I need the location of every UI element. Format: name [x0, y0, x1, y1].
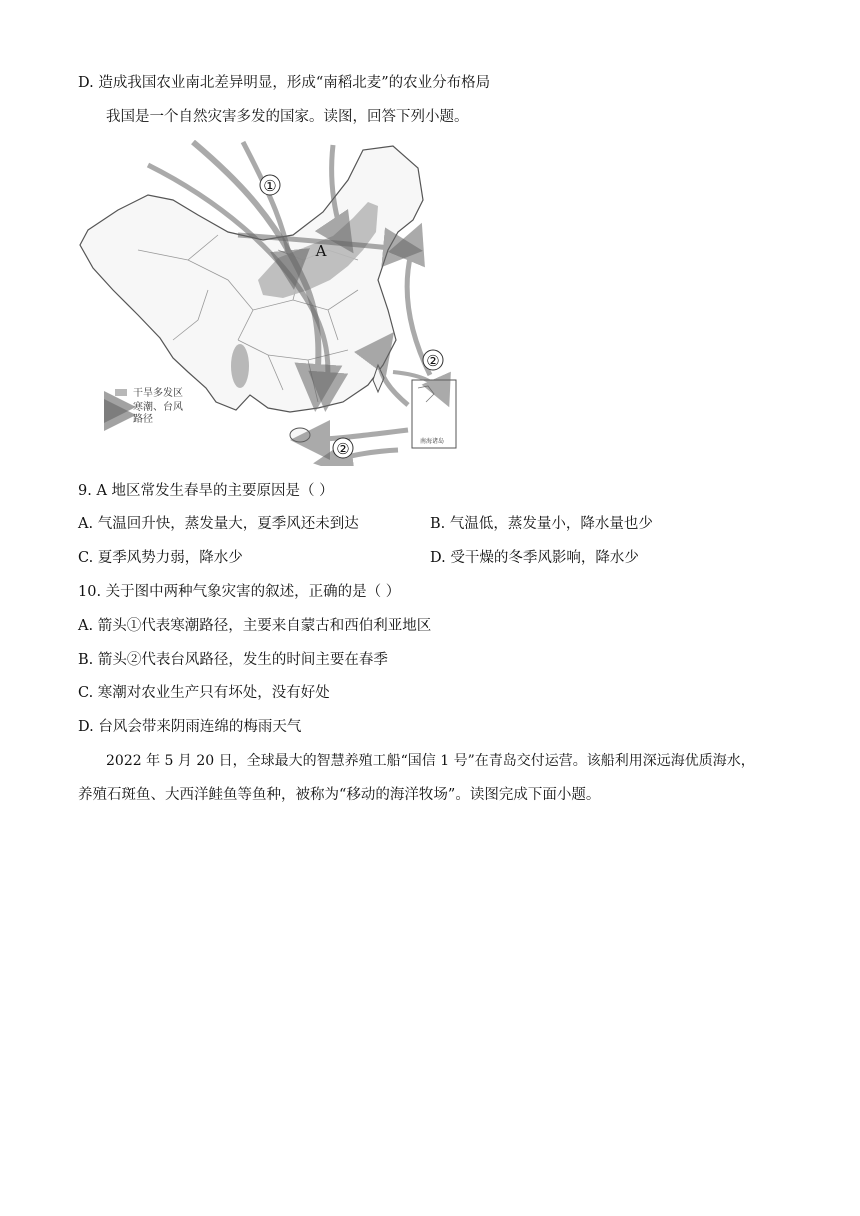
- q9-option-a: A. 气温回升快，蒸发量大，夏季风还未到达: [78, 516, 359, 532]
- typhoon-arrow-3: [300, 430, 408, 440]
- marker-1: ①: [263, 177, 277, 195]
- ship-intro-line-2: 养殖石斑鱼、大西洋鲑鱼等鱼种，被称为“移动的海洋牧场”。读图完成下面小题。: [78, 787, 601, 803]
- q10-stem: 10. 关于图中两种气象灾害的叙述，正确的是（ ）: [78, 584, 401, 600]
- drought-area-southwest: [231, 344, 249, 388]
- q10-option-c: C. 寒潮对农业生产只有坏处，没有好处: [78, 685, 330, 701]
- ship-intro-line-1: 2022 年 5 月 20 日，全球最大的智慧养殖工船“国信 1 号”在青岛交付运营。该船利用深远海优质海水，: [106, 753, 755, 769]
- china-outline: [80, 146, 423, 412]
- q9-stem: 9. A 地区常发生春旱的主要原因是（ ）: [78, 483, 334, 499]
- q9-option-c: C. 夏季风势力弱，降水少: [78, 550, 243, 566]
- marker-2-south: ②: [336, 440, 350, 458]
- legend-route-label-1: 寒潮、台风: [133, 402, 183, 413]
- inset-label: 南海诸岛: [419, 438, 445, 445]
- q9-option-b: B. 气温低，蒸发量小，降水量也少: [430, 516, 653, 532]
- legend-drought-label: 干旱多发区: [133, 388, 183, 399]
- q10-option-d: D. 台风会带来阴雨连绵的梅雨天气: [78, 719, 302, 735]
- q10-option-b: B. 箭头②代表台风路径，发生的时间主要在春季: [78, 652, 388, 668]
- q10-option-a: A. 箭头①代表寒潮路径，主要来自蒙古和西伯利亚地区: [78, 618, 432, 634]
- legend-route-label-2: 路径: [133, 414, 153, 425]
- previous-option-d: D. 造成我国农业南北差异明显，形成“南稻北麦”的农业分布格局: [78, 75, 491, 91]
- region-a-label: A: [315, 242, 327, 260]
- disaster-intro: 我国是一个自然灾害多发的国家。读图，回答下列小题。: [106, 109, 469, 125]
- legend-drought-swatch: [115, 389, 127, 396]
- marker-2-east: ②: [426, 352, 440, 370]
- q9-option-d: D. 受干燥的冬季风影响，降水少: [430, 550, 639, 566]
- china-disaster-map: [78, 140, 476, 466]
